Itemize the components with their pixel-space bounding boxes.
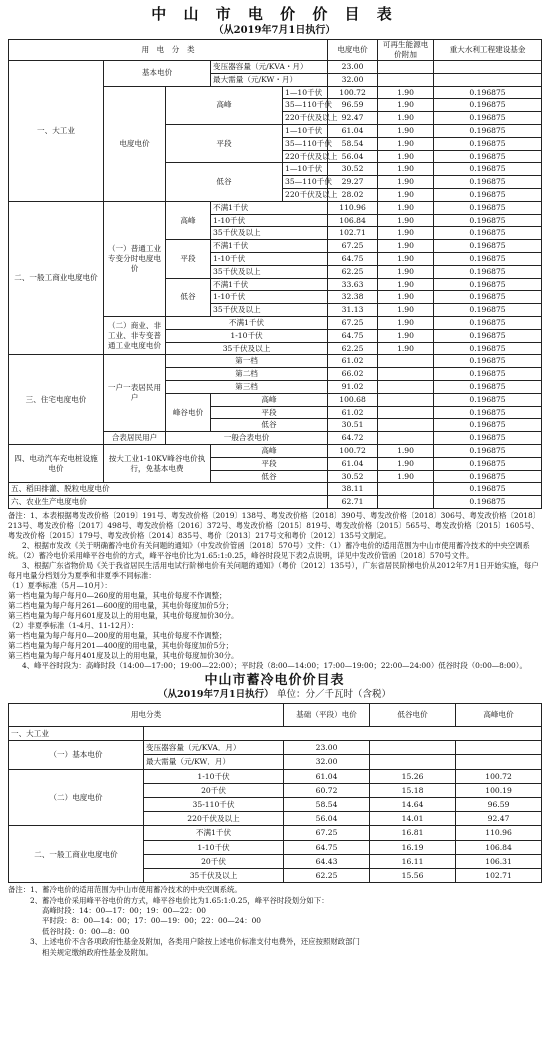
energy-price-label: 电度电价 <box>104 86 166 201</box>
cell-price: 67.25 <box>328 240 378 253</box>
row-label: 35千伏及以上 <box>211 265 328 278</box>
cell-renew: 1.90 <box>378 252 434 265</box>
cell-renew: 1.90 <box>378 470 434 483</box>
row-label: 平段 <box>211 457 328 470</box>
storage-unit: 单位：分／千瓦时（含税） <box>276 688 391 700</box>
cell-water: 0.196875 <box>434 496 542 509</box>
table-row <box>9 61 542 74</box>
energy-price-label: （二）电度电价 <box>9 769 144 826</box>
cell-base: 62.25 <box>284 868 370 882</box>
group-large-industry: 一、大工业 <box>9 726 144 740</box>
period-valley: 低谷 <box>166 278 211 316</box>
cell-price: 61.02 <box>328 406 378 419</box>
cell-water: 0.196875 <box>434 99 542 112</box>
period-peak: 高峰 <box>166 201 211 239</box>
basic-price-label: 基本电价 <box>104 61 211 87</box>
cell-price: 32.00 <box>328 73 378 86</box>
cell-water: 0.196875 <box>434 355 542 368</box>
cell-low: 16.11 <box>370 854 456 868</box>
note-paragraph: 备注：1、本表根据粤发改价格〔2019〕191号、粤发改价格〔2019〕138号、粤发改价格〔2018〕390号、粤发改价格〔2018〕306号、粤发改价格〔2018〕213号、粤发改价格〔2017〕498号、粤发改价格〔2016〕372号、粤发改价格〔2015〕819号、粤发改价格〔2015〕565号、粤发改价格〔2015〕1605号、粤发改价格〔2015〕179号、粤发改价格〔2014〕835号、粤价〔2013〕217号文和粤价〔2012〕135号文制定。 <box>8 510 541 540</box>
cell-price: 67.25 <box>328 316 378 329</box>
note-paragraph: 第二档电量为每户每月261—600度的用电量，其电价每度加价5分； <box>8 600 234 610</box>
cell-price: 61.04 <box>328 457 378 470</box>
note-paragraph: 第三档电量为每户每月401度及以上的用电量，其电价每度加价30分。 <box>8 650 239 660</box>
note-paragraph: 平时段：8：00—14：00；17：00—19：00；22：00—24：00 <box>42 916 262 926</box>
cell-renew: 1.90 <box>378 304 434 317</box>
note-paragraph: 备注：1、蓄冷电价的适用范围为中山市使用蓄冷技术的中央空调系统。 <box>8 885 242 895</box>
page-title: 中 山 市 电 价 价 目 表 <box>151 5 398 23</box>
cell-base: 56.04 <box>284 812 370 826</box>
empty-cell <box>144 726 542 740</box>
cell-water: 0.196875 <box>434 188 542 201</box>
row-label: 变压器容量（元/KVA．月） <box>144 741 284 755</box>
row-label: 一般合表电价 <box>166 432 328 445</box>
row-label: 1—10千伏 <box>283 124 328 137</box>
document <box>8 4 541 958</box>
household-label: 一户一表居民用户 <box>104 355 166 432</box>
row-label: 220千伏及以上 <box>144 812 284 826</box>
storage-notes <box>8 885 541 958</box>
cell-price: 30.52 <box>328 470 378 483</box>
cell-water: 0.196875 <box>434 432 542 445</box>
cell-low <box>370 755 456 769</box>
storage-subtitle <box>8 689 541 701</box>
cell-low: 15.26 <box>370 769 456 783</box>
cell-price: 100.72 <box>328 86 378 99</box>
cell-renew: 1.90 <box>378 214 434 227</box>
cell-water: 0.196875 <box>434 252 542 265</box>
cell-renew <box>378 368 434 381</box>
row-label: 220千伏及以上 <box>283 150 328 163</box>
table-row <box>9 355 542 368</box>
header-renew: 可再生能源电价附加 <box>378 40 434 61</box>
cell-renew <box>378 380 434 393</box>
table-row <box>9 483 542 496</box>
cell-renew: 1.90 <box>378 188 434 201</box>
row-label: 高峰 <box>211 393 328 406</box>
cell-renew: 1.90 <box>378 201 434 214</box>
cell-price: 61.04 <box>328 124 378 137</box>
table-header-row <box>9 703 542 726</box>
group-ev: 四、电动汽车充电桩设施电价 <box>9 444 104 482</box>
header-category: 用电分类 <box>9 703 284 726</box>
cell-renew: 1.90 <box>378 124 434 137</box>
notes-section <box>8 511 541 671</box>
cell-water: 0.196875 <box>434 470 542 483</box>
row-label: 35千伏及以上 <box>144 868 284 882</box>
cell-water: 0.196875 <box>434 368 542 381</box>
row-label: 1-10千伏 <box>144 840 284 854</box>
cell-price: 33.63 <box>328 278 378 291</box>
row-label: 低谷 <box>211 470 328 483</box>
cell-high: 96.59 <box>456 797 542 811</box>
cell-water: 0.196875 <box>434 316 542 329</box>
row-label: 第三档 <box>166 380 328 393</box>
cell-renew <box>378 355 434 368</box>
cell-base: 64.43 <box>284 854 370 868</box>
cell-renew: 1.90 <box>378 444 434 457</box>
note-paragraph: 高峰时段：14：00—17：00；19：00—22：00 <box>42 905 206 915</box>
cell-water: 0.196875 <box>434 483 542 496</box>
row-label: 1—10千伏 <box>283 86 328 99</box>
row-label: 高峰 <box>211 444 328 457</box>
cell-high: 106.84 <box>456 840 542 854</box>
cell-price: 28.02 <box>328 188 378 201</box>
cell-high <box>456 741 542 755</box>
note-paragraph: 相关规定缴纳政府性基金及附加。 <box>42 947 153 957</box>
cell-renew: 1.90 <box>378 176 434 189</box>
row-label: 1-10千伏 <box>211 291 328 304</box>
cell-water: 0.196875 <box>434 201 542 214</box>
storage-date: （从2019年7月1日执行） <box>158 688 274 700</box>
cell-renew <box>378 483 434 496</box>
cell-price: 64.75 <box>328 252 378 265</box>
cell-high: 102.71 <box>456 868 542 882</box>
tou-label: 峰谷电价 <box>166 393 211 431</box>
cell-price: 64.72 <box>328 432 378 445</box>
cell-water: 0.196875 <box>434 86 542 99</box>
table-header-row <box>9 40 542 61</box>
cell-renew: 1.90 <box>378 329 434 342</box>
cell-water: 0.196875 <box>434 150 542 163</box>
cell-renew <box>378 432 434 445</box>
cell-price: 62.71 <box>328 496 378 509</box>
note-paragraph: 3、根据广东省物价局《关于我省居民生活用电试行阶梯电价有关问题的通知》（粤价〔2012〕135号），广东省居民阶梯电价从2012年7月1日开始实施，每户每月电量分档划分为夏季和非夏季不同标准： <box>8 560 539 580</box>
cell-renew: 1.90 <box>378 112 434 125</box>
cell-base: 64.75 <box>284 840 370 854</box>
cell-price: 23.00 <box>328 61 378 74</box>
cell-water <box>434 61 542 74</box>
period-flat: 平段 <box>166 240 211 278</box>
row-label: 1—10千伏 <box>283 163 328 176</box>
period-peak: 高峰 <box>166 86 283 124</box>
note-paragraph: 第一档电量为每户每月0—260度的用电量，其电价每度不作调整； <box>8 590 227 600</box>
cell-low: 15.56 <box>370 868 456 882</box>
cell-renew <box>378 406 434 419</box>
cell-price: 30.52 <box>328 163 378 176</box>
cell-price: 56.04 <box>328 150 378 163</box>
cell-price: 102.71 <box>328 227 378 240</box>
price-table <box>8 39 542 509</box>
row-label: 35—110千伏 <box>283 176 328 189</box>
cell-low: 14.01 <box>370 812 456 826</box>
cell-low: 14.64 <box>370 797 456 811</box>
note-paragraph: （1）夏季标准（5月—10月）： <box>8 580 112 590</box>
table-row <box>9 769 542 783</box>
cell-price: 64.75 <box>328 329 378 342</box>
cell-water: 0.196875 <box>434 163 542 176</box>
cell-water: 0.196875 <box>434 227 542 240</box>
cell-price: 66.02 <box>328 368 378 381</box>
cell-high: 100.72 <box>456 769 542 783</box>
cell-base: 23.00 <box>284 741 370 755</box>
cell-water: 0.196875 <box>434 406 542 419</box>
note-paragraph: 低谷时段：0：00—8：00 <box>42 926 130 936</box>
row-label: 1-10千伏 <box>144 769 284 783</box>
cell-renew <box>378 496 434 509</box>
cell-water: 0.196875 <box>434 380 542 393</box>
cell-high: 100.19 <box>456 783 542 797</box>
table-row <box>9 201 542 214</box>
cell-water: 0.196875 <box>434 291 542 304</box>
cell-price: 106.84 <box>328 214 378 227</box>
row-label: 不满1千伏 <box>211 201 328 214</box>
row-label: 不满1千伏 <box>211 278 328 291</box>
row-label: 平段 <box>211 406 328 419</box>
note-paragraph: 第三档电量为每户每月601度及以上的用电量，其电价每度加价30分。 <box>8 610 239 620</box>
cell-renew: 1.90 <box>378 291 434 304</box>
row-label: 五、稻田排灌、脱粒电度电价 <box>9 483 328 496</box>
cell-base: 58.54 <box>284 797 370 811</box>
cell-high: 110.96 <box>456 826 542 840</box>
cell-high: 92.47 <box>456 812 542 826</box>
table-row <box>9 496 542 509</box>
group-residential: 三、住宅电度电价 <box>9 355 104 445</box>
row-label: 35—110千伏 <box>283 99 328 112</box>
cell-renew: 1.90 <box>378 457 434 470</box>
cell-water: 0.196875 <box>434 329 542 342</box>
cell-renew: 1.90 <box>378 240 434 253</box>
cell-renew: 1.90 <box>378 316 434 329</box>
row-label: 不满1千伏 <box>211 240 328 253</box>
cell-price: 30.51 <box>328 419 378 432</box>
cell-price: 29.27 <box>328 176 378 189</box>
row-label: 1-10千伏 <box>211 214 328 227</box>
header-water: 重大水利工程建设基金 <box>434 40 542 61</box>
period-flat: 平段 <box>166 124 283 162</box>
note-paragraph: 2、根据市发改《关于明确蓄冷电价有关问题的通知》（中发改价管函〔2018〕570号）文件：（1）蓄冷电价的适用范围为中山市使用蓄冷技术的中央空调系统。（2）蓄冷电价采用峰平谷电价的方式，峰平谷电价比为1.65:1:0.25，峰谷时段见下表2点说明，详见中发改价管函〔2018〕570号文件。 <box>8 540 530 560</box>
row-label: 20千伏 <box>144 854 284 868</box>
cell-price: 62.25 <box>328 265 378 278</box>
cell-renew <box>378 61 434 74</box>
cell-renew <box>378 73 434 86</box>
period-valley: 低谷 <box>166 163 283 201</box>
cell-water: 0.196875 <box>434 342 542 355</box>
table-row <box>9 741 542 755</box>
cell-renew: 1.90 <box>378 150 434 163</box>
header-category: 用 电 分 类 <box>9 40 328 61</box>
cell-price: 61.02 <box>328 355 378 368</box>
row-label: 六、农业生产电度电价 <box>9 496 328 509</box>
cell-renew: 1.90 <box>378 163 434 176</box>
cell-low: 15.18 <box>370 783 456 797</box>
cell-water: 0.196875 <box>434 265 542 278</box>
row-label: 35千伏及以上 <box>211 227 328 240</box>
cell-renew: 1.90 <box>378 278 434 291</box>
cell-water: 0.196875 <box>434 457 542 470</box>
note-paragraph: （2）非夏季标准（1-4月、11-12月）： <box>8 620 139 630</box>
table-row <box>9 826 542 840</box>
header-base: 基础（平段）电价 <box>284 703 370 726</box>
row-label: 不满1千伏 <box>166 316 328 329</box>
header-high: 高峰电价 <box>456 703 542 726</box>
cell-price: 100.72 <box>328 444 378 457</box>
cell-price: 38.11 <box>328 483 378 496</box>
row-label: 35-110千伏 <box>144 797 284 811</box>
cell-water: 0.196875 <box>434 304 542 317</box>
cell-renew <box>378 393 434 406</box>
cell-price: 92.47 <box>328 112 378 125</box>
cell-water: 0.196875 <box>434 176 542 189</box>
cell-renew <box>378 419 434 432</box>
row-label: 35—110千伏 <box>283 137 328 150</box>
note-paragraph: 第一档电量为每户每月0—200度的用电量，其电价每度不作调整； <box>8 630 227 640</box>
table-row <box>9 726 542 740</box>
cell-renew: 1.90 <box>378 99 434 112</box>
cell-renew: 1.90 <box>378 227 434 240</box>
cell-water: 0.196875 <box>434 124 542 137</box>
header-price: 电度电价 <box>328 40 378 61</box>
row-label: 第一档 <box>166 355 328 368</box>
cell-water: 0.196875 <box>434 278 542 291</box>
cell-water: 0.196875 <box>434 444 542 457</box>
cell-low: 16.19 <box>370 840 456 854</box>
table-row <box>9 444 542 457</box>
cell-water <box>434 73 542 86</box>
cell-high: 106.31 <box>456 854 542 868</box>
row-label: 最大需量（元/KW．月） <box>144 755 284 769</box>
row-label: 不满1千伏 <box>144 826 284 840</box>
cell-base: 32.00 <box>284 755 370 769</box>
basic-price-label: （一）基本电价 <box>9 741 144 769</box>
page-subtitle: （从2019年7月1日执行） <box>213 25 336 36</box>
group-commercial: 二、一般工商业电度电价 <box>9 826 144 883</box>
row-label: 35千伏及以上 <box>166 342 328 355</box>
header-low: 低谷电价 <box>370 703 456 726</box>
note-paragraph: 4、峰平谷时段为：高峰时段（14:00—17:00；19:00—22:00）；平时段（8:00—14:00；17:00—19:00；22:00—24:00）低谷时段（0:00—8:00）。 <box>22 660 527 670</box>
cell-base: 60.72 <box>284 783 370 797</box>
group-commercial-flat: （二）商业、非工业、非专变普通工业电度电价 <box>104 316 166 354</box>
cell-water: 0.196875 <box>434 240 542 253</box>
cell-price: 100.68 <box>328 393 378 406</box>
note-paragraph: 2、蓄冷电价采用峰平谷电价的方式，峰平谷电价比为1.65:1:0.25，峰平谷时段划分如下： <box>30 895 329 905</box>
storage-title: 中山市蓄冷电价价目表 <box>204 672 345 688</box>
cell-price: 58.54 <box>328 137 378 150</box>
cell-price: 96.59 <box>328 99 378 112</box>
row-label: 第二档 <box>166 368 328 381</box>
cell-price: 91.02 <box>328 380 378 393</box>
row-label: 低谷 <box>211 419 328 432</box>
row-label: 变压器容量（元/KVA・月） <box>211 61 328 74</box>
cell-water: 0.196875 <box>434 393 542 406</box>
ev-note: 按大工业1-10KV峰谷电价执行，免基本电费 <box>104 444 211 482</box>
cell-renew: 1.90 <box>378 265 434 278</box>
cell-price: 62.25 <box>328 342 378 355</box>
storage-table <box>8 703 542 883</box>
row-label: 20千伏 <box>144 783 284 797</box>
group-commercial-tou: （一）普通工业专变分时电度电价 <box>104 201 166 316</box>
cell-low <box>370 741 456 755</box>
row-label: 220千伏及以上 <box>283 112 328 125</box>
cell-water: 0.196875 <box>434 112 542 125</box>
shared-label: 合表居民用户 <box>104 432 166 445</box>
cell-price: 31.13 <box>328 304 378 317</box>
row-label: 1-10千伏 <box>211 252 328 265</box>
row-label: 35千伏及以上 <box>211 304 328 317</box>
cell-base: 61.04 <box>284 769 370 783</box>
note-paragraph: 第二档电量为每户每月201—400度的用电量，其电价每度加价5分； <box>8 640 234 650</box>
group-large-industry: 一、大工业 <box>9 61 104 202</box>
cell-renew: 1.90 <box>378 137 434 150</box>
cell-price: 110.96 <box>328 201 378 214</box>
cell-price: 32.38 <box>328 291 378 304</box>
group-commercial: 二、一般工商业电度电价 <box>9 201 104 355</box>
note-paragraph: 3、上述电价不含各项政府性基金及附加，各类用户除按上述电价标准支付电费外，还应按照财政部门 <box>30 937 360 947</box>
cell-water: 0.196875 <box>434 137 542 150</box>
cell-low: 16.81 <box>370 826 456 840</box>
row-label: 最大需量（元/KW・月） <box>211 73 328 86</box>
cell-renew: 1.90 <box>378 86 434 99</box>
cell-renew: 1.90 <box>378 342 434 355</box>
row-label: 220千伏及以上 <box>283 188 328 201</box>
cell-water: 0.196875 <box>434 214 542 227</box>
cell-water: 0.196875 <box>434 419 542 432</box>
row-label: 1-10千伏 <box>166 329 328 342</box>
cell-base: 67.25 <box>284 826 370 840</box>
cell-high <box>456 755 542 769</box>
